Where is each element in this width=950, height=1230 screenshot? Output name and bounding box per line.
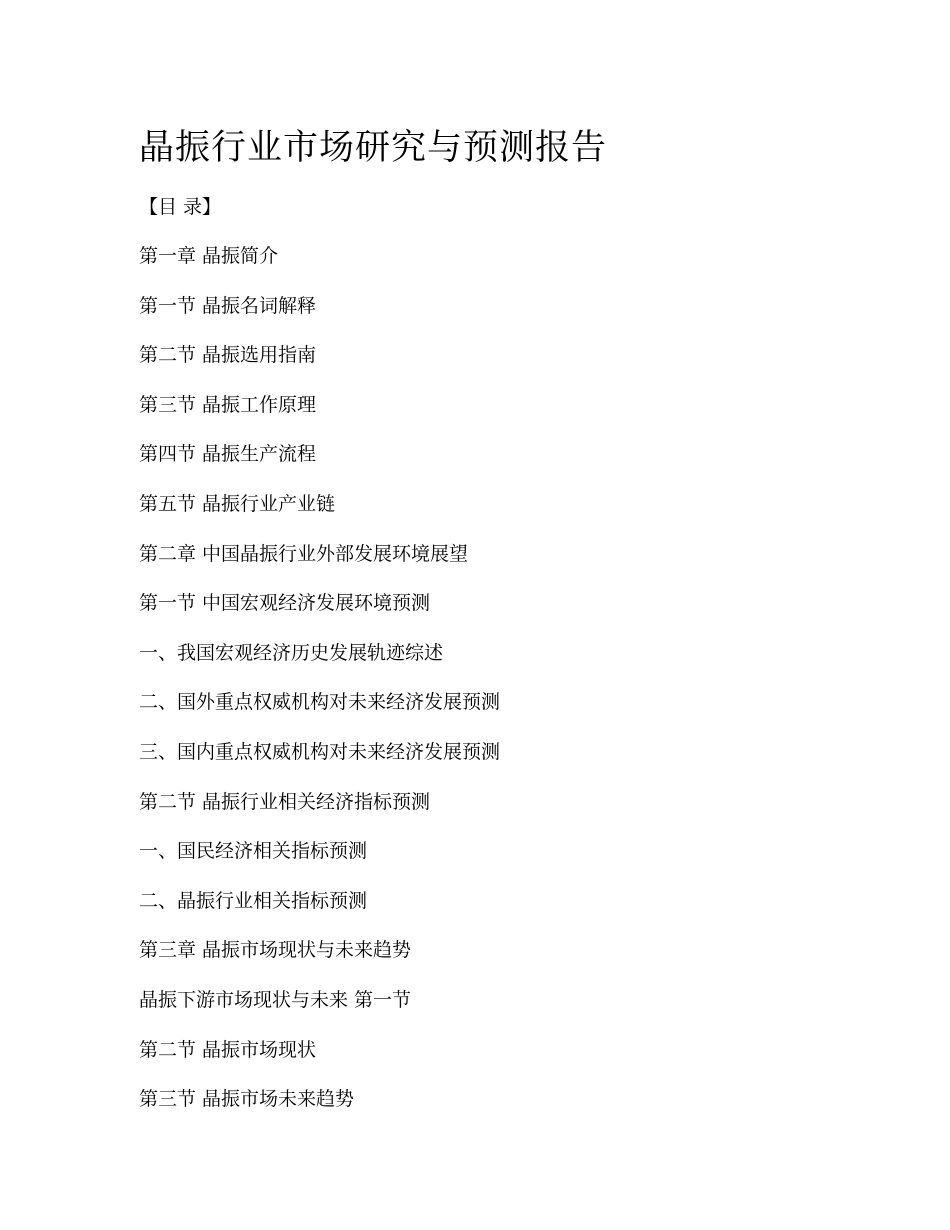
toc-item: 第二节 晶振市场现状	[139, 1038, 317, 1061]
toc-item: 第一节 中国宏观经济发展环境预测	[139, 592, 431, 615]
toc-item: 第三节 晶振工作原理	[139, 393, 317, 416]
toc-item: 第二章 中国晶振行业外部发展环境展望	[139, 542, 469, 565]
toc-item: 二、晶振行业相关指标预测	[139, 889, 368, 912]
toc-item: 第二节 晶振选用指南	[139, 344, 317, 367]
toc-item: 晶振下游市场现状与未来 第一节	[139, 988, 412, 1011]
toc-item: 二、国外重点权威机构对未来经济发展预测	[139, 691, 501, 714]
toc-item: 一、我国宏观经济历史发展轨迹综述	[139, 641, 444, 664]
toc-item: 第四节 晶振生产流程	[139, 443, 317, 466]
toc-item: 三、国内重点权威机构对未来经济发展预测	[139, 740, 501, 763]
toc-item: 第三章 晶振市场现状与未来趋势	[139, 939, 412, 962]
toc-item: 一、国民经济相关指标预测	[139, 840, 368, 863]
table-of-contents	[139, 243, 500, 1136]
toc-item: 第一节 晶振名词解释	[139, 294, 317, 317]
toc-item: 第五节 晶振行业产业链	[139, 492, 336, 515]
toc-heading: 【目 录】	[139, 196, 222, 218]
toc-item: 第一章 晶振简介	[139, 245, 279, 267]
toc-item: 第二节 晶振行业相关经济指标预测	[139, 790, 431, 813]
document-title: 晶振行业市场研究与预测报告	[139, 128, 608, 168]
toc-item: 第三节 晶振市场未来趋势	[139, 1088, 355, 1111]
